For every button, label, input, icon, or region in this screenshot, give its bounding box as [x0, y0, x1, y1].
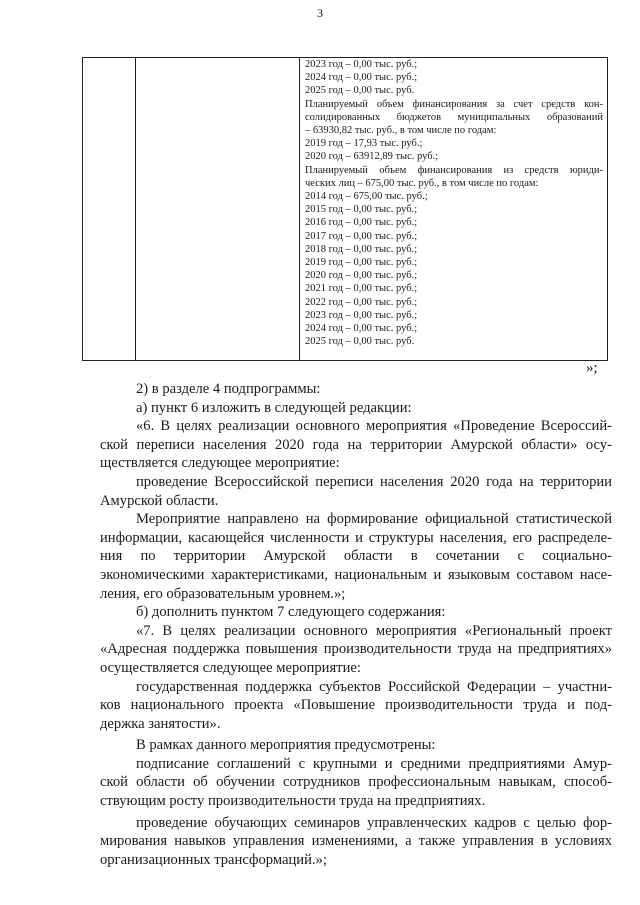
table-cell-financing: [300, 58, 607, 360]
paragraph: ствующим росту производительности труда на предприятиях.: [100, 793, 486, 810]
paragraph: проведение Всероссийской переписи населения 2020 года на территории: [136, 473, 612, 490]
table-line: 2018 год – 0,00 тыс. руб.;: [305, 243, 418, 255]
financing-table: [82, 57, 608, 361]
paragraph: Мероприятие направлено на формирование официальной статистической: [136, 511, 612, 528]
paragraph: экономическими характеристиками, национальным и языковым составом насе-: [100, 566, 612, 583]
table-line: солидированных бюджетов муниципальных образований: [305, 111, 603, 123]
table-line: 2025 год – 0,00 тыс. руб.: [305, 336, 415, 348]
paragraph: «7. В целях реализации основного мероприятия «Региональный проект: [136, 622, 612, 639]
paragraph: «6. В целях реализации основного мероприятия «Проведение Всероссий-: [136, 418, 612, 435]
paragraph: ления, его образовательным уровнем.»;: [100, 585, 346, 602]
table-line: 2019 год – 0,00 тыс. руб.;: [305, 257, 418, 269]
paragraph: ской области об обучении сотрудников профессиональным навыкам, способ-: [100, 774, 612, 791]
table-line: 2021 год – 0,00 тыс. руб.;: [305, 283, 418, 295]
table-line: 2024 год – 0,00 тыс. руб.;: [305, 72, 418, 84]
paragraph: ществляется следующее мероприятие:: [100, 455, 340, 472]
paragraph: В рамках данного мероприятия предусмотрены:: [136, 737, 436, 754]
table-line: Планируемый объем финансирования из средств юриди-: [305, 164, 603, 176]
table-line: 2015 год – 0,00 тыс. руб.;: [305, 204, 418, 216]
paragraph: государственная поддержка субъектов Российской Федерации – участни-: [136, 678, 612, 695]
table-line: 2023 год – 0,00 тыс. руб.;: [305, 59, 418, 70]
paragraph: Амурской области.: [100, 492, 219, 509]
table-line: 2022 год – 0,00 тыс. руб.;: [305, 296, 418, 308]
paragraph: ской переписи населения 2020 года на территории Амурской области» осу-: [100, 436, 612, 453]
table-line: 2023 год – 0,00 тыс. руб.;: [305, 309, 418, 321]
paragraph: осуществляется следующее мероприятие:: [100, 659, 361, 676]
paragraph: организационных трансформаций.»;: [100, 851, 327, 868]
paragraph: мирования навыков управления изменениями, а также управления в условиях: [100, 833, 612, 850]
table-cell-empty-1: [83, 58, 136, 360]
table-line: ческих лиц – 675,00 тыс. руб., в том числе по годам:: [305, 177, 539, 189]
paragraph: держка занятости».: [100, 715, 221, 732]
paragraph: а) пункт 6 изложить в следующей редакции:: [136, 399, 412, 416]
table-line: 2016 год – 0,00 тыс. руб.;: [305, 217, 418, 229]
table-closing-quote: »;: [586, 360, 598, 376]
table-line: 2024 год – 0,00 тыс. руб.;: [305, 323, 418, 335]
paragraph: б) дополнить пунктом 7 следующего содержания:: [136, 604, 446, 621]
page-number: 3: [317, 6, 323, 20]
paragraph: ков национального проекта «Повышение производительности труда и под-: [100, 697, 612, 714]
document-body: [100, 380, 612, 869]
paragraph: 2) в разделе 4 подпрограммы:: [136, 381, 321, 397]
table-line: 2025 год – 0,00 тыс. руб.: [305, 85, 415, 97]
paragraph: ния по территории Амурской области в сочетании с социально-: [100, 548, 612, 565]
table-line: 2014 год – 675,00 тыс. руб.;: [305, 191, 428, 203]
paragraph: проведение обучающих семинаров управленческих кадров с целью фор-: [136, 814, 612, 831]
table-line: 2019 год – 17,93 тыс. руб.;: [305, 138, 423, 150]
table-line: 2020 год – 0,00 тыс. руб.;: [305, 270, 418, 282]
table-line: 2017 год – 0,00 тыс. руб.;: [305, 230, 418, 242]
paragraph: «Адресная поддержка повышения производительности труда на предприятиях»: [100, 641, 612, 658]
paragraph: подписание соглашений с крупными и средними предприятиями Амур-: [136, 755, 612, 772]
table-cell-empty-2: [136, 58, 300, 360]
table-line: Планируемый объем финансирования за счет средств кон-: [305, 98, 603, 110]
table-line: 2020 год – 63912,89 тыс. руб.;: [305, 151, 439, 163]
paragraph: информации, касающейся численности и структуры населения, его распределе-: [100, 529, 612, 546]
table-line: – 63930,82 тыс. руб., в том числе по годам:: [305, 125, 497, 137]
